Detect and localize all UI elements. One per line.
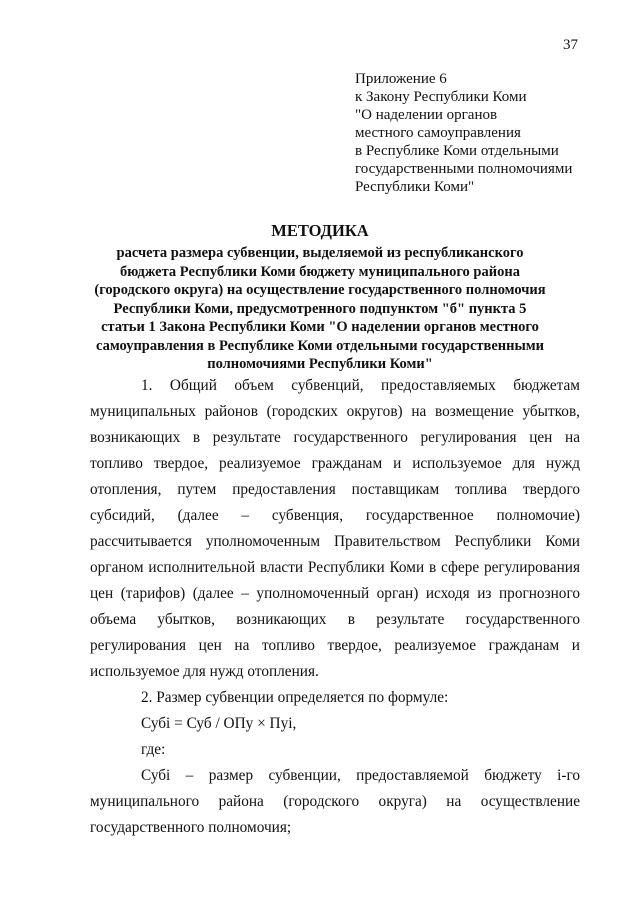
page-number: 37 [563, 37, 578, 53]
paragraph-line: объема убытков, возникающих в результате государственного [90, 611, 580, 628]
paragraph-line: отопления, путем предоставления поставщикам топлива твердого [90, 481, 580, 498]
title-line: Республики Коми, предусмотренного подпунктом "б" пункта 5 [113, 300, 527, 317]
title-line: расчета размера субвенции, выделяемой из республиканского [116, 245, 524, 261]
title-line: статьи 1 Закона Республики Коми "О наделении органов местного [101, 319, 539, 335]
paragraph-line: регулирования цен на топливо твердое, реализуемое гражданам и [90, 637, 580, 654]
definition-line: государственного полномочия; [90, 819, 292, 836]
appendix-line: местного самоуправления [355, 125, 521, 141]
appendix-line: государственными полномочиями [355, 161, 573, 177]
document-title [60, 222, 580, 374]
formula: Субi = Суб / ОПу × Пуi, [141, 715, 297, 732]
paragraph-line: топливо твердое, реализуемое гражданам и используемое для нужд [90, 455, 580, 472]
paragraph-line: 1. Общий объем субвенций, предоставляемых бюджетам [141, 377, 580, 394]
appendix-line: "О наделении органов [355, 107, 498, 123]
title-line: самоуправления в Республике Коми отдельными государственными [95, 337, 545, 354]
appendix-line: к Закону Республики Коми [355, 89, 527, 105]
paragraph-line: возникающих в результате государственного регулирования цен на [90, 429, 580, 446]
title-line: бюджета Республики Коми бюджету муниципального района [120, 263, 520, 280]
definition-line: Субi – размер субвенции, предоставляемой бюджету i-го [141, 767, 580, 784]
where-label: где: [141, 741, 166, 758]
paragraph-line: органом исполнительной власти Республики Коми в сфере регулирования [90, 559, 580, 576]
appendix-line: Республики Коми" [355, 179, 475, 195]
title-line: (городского округа) на осуществление государственного полномочия [94, 282, 546, 298]
appendix-line: в Республике Коми отдельными [355, 143, 559, 159]
paragraph-line: цен (тарифов) (далее – уполномоченный орган) исходя из прогнозного [90, 585, 580, 602]
paragraph-1 [90, 373, 580, 685]
paragraph-line: муниципальных районов (городских округов) на возмещение убытков, [90, 403, 580, 420]
appendix-header [355, 70, 572, 196]
title-line: полномочиями Республики Коми" [207, 356, 433, 372]
paragraph-line: субсидий, (далее – субвенция, государственное полномочие) [90, 507, 580, 524]
appendix-line: Приложение 6 [355, 71, 447, 87]
paragraph-2 [90, 685, 580, 841]
definition-line: муниципального района (городского округа) на осуществление [90, 793, 580, 810]
paragraph-line: рассчитывается уполномоченным Правительством Республики Коми [90, 533, 580, 550]
paragraph-intro: 2. Размер субвенции определяется по формуле: [141, 689, 449, 706]
title-main: МЕТОДИКА [271, 221, 369, 240]
paragraph-line: используемое для нужд отопления. [90, 663, 319, 680]
